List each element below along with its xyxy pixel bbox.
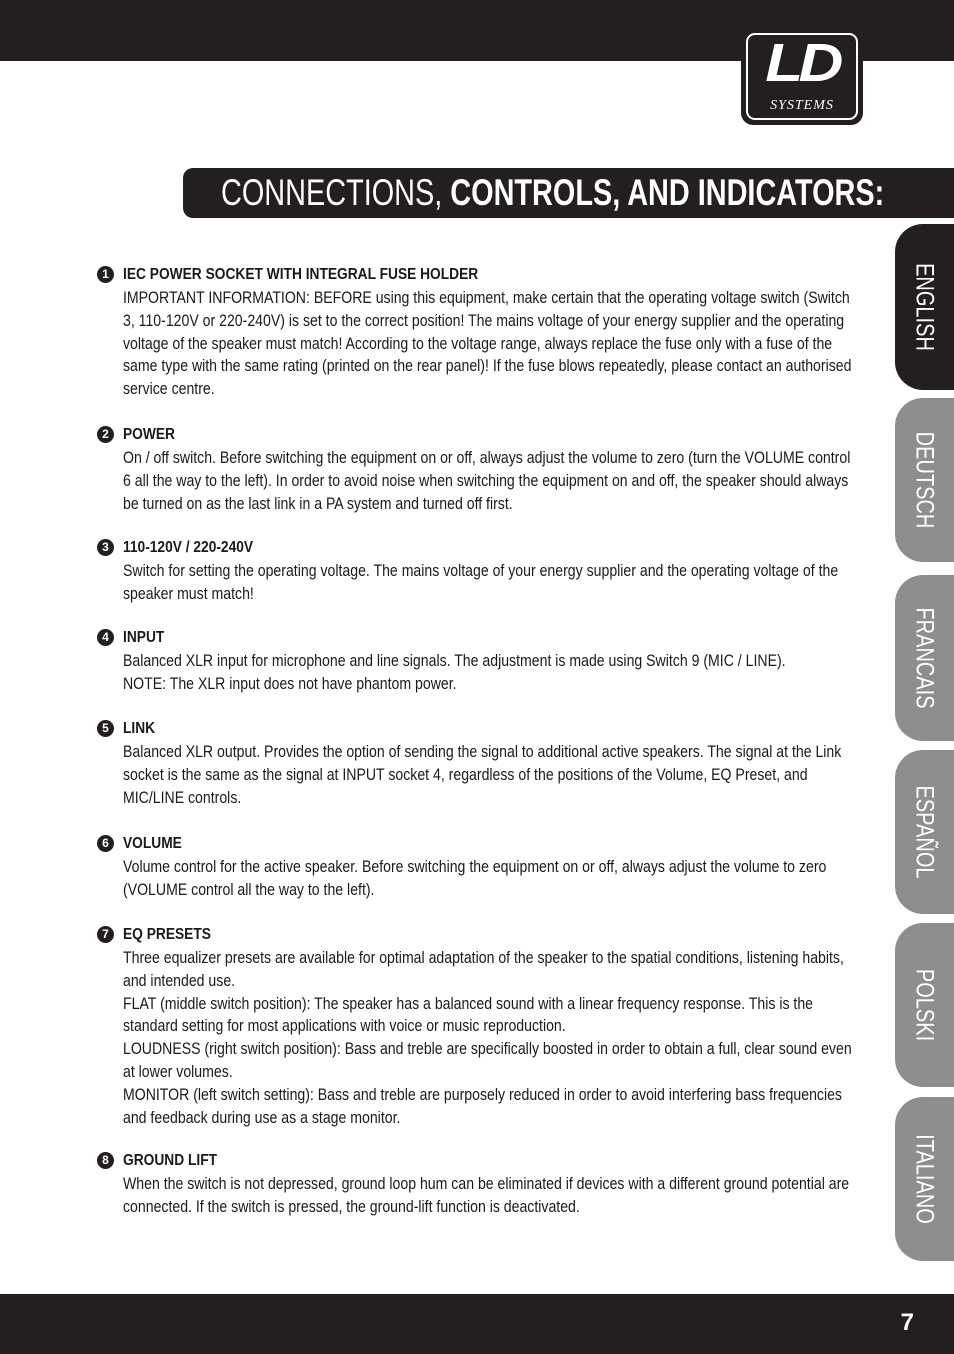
item-paragraph: MONITOR (left switch setting): Bass and treble are purposely reduced in order to avoid interfering bass frequencies and feedback during use as a stage monitor. xyxy=(123,1085,842,1127)
item-paragraph: FLAT (middle switch position): The speaker has a balanced sound with a linear frequency response. This is the standard setting for most applications with voice or music reproduction. xyxy=(123,994,814,1036)
item-paragraph: On / off switch. Before switching the equipment on or off, always adjust the volume to zero (turn the VOLUME control 6 all the way to the left). In order to avoid noise when switching the equipment on and off, the speaker should always be turned on as the last link in a PA system and turned off first. xyxy=(123,449,851,513)
item-paragraph: LOUDNESS (right switch position): Bass and treble are specifically boosted in order to obtain a full, clear sound even at lower volumes. xyxy=(123,1040,852,1081)
item-number-badge: 7 xyxy=(97,926,114,943)
item-number-badge: 3 xyxy=(97,539,114,556)
item-number-badge: 1 xyxy=(97,266,114,283)
section-title-bold: CONTROLS, AND INDICATORS: xyxy=(450,172,885,213)
item-paragraph: Three equalizer presets are available for optimal adaptation of the speaker to the spatial conditions, listening habits, and intended use. xyxy=(123,949,844,990)
item-number-badge: 5 xyxy=(97,720,114,737)
item-description xyxy=(123,287,854,401)
item-title: INPUT xyxy=(123,629,165,646)
item-description xyxy=(123,650,854,696)
item-paragraph: Balanced XLR output. Provides the option of sending the signal to additional active speakers. The signal at the Link socket is the same as the signal at INPUT socket 4, regardless of the positions of the Volume, EQ Preset, and MIC/LINE controls. xyxy=(123,743,842,807)
item-paragraph: Balanced XLR input for microphone and line signals. The adjustment is made using Switch 9 (MIC / LINE). xyxy=(123,652,786,670)
item-paragraph: IMPORTANT INFORMATION: BEFORE using this equipment, make certain that the operating voltage switch (Switch 3, 110-120V or 220-240V) is set to the correct position! The mains voltage of your energy supplier and the operating voltage of the speaker must match! According to the voltage range, always replace the fuse only with a fuse of the same type with the same rating (printed on the rear panel)! If the fuse blows repeatedly, please contact an authorised service centre. xyxy=(123,289,852,399)
item-description xyxy=(123,560,854,606)
tab-label: FRANCAIS xyxy=(910,607,939,709)
item-paragraph: Switch for setting the operating voltage. The mains voltage of your energy supplier and the operating voltage of the speaker must match! xyxy=(123,562,839,603)
item-paragraph: NOTE: The XLR input does not have phantom power. xyxy=(123,674,457,693)
list-item xyxy=(97,424,954,515)
tab-label: DEUTSCH xyxy=(910,431,939,529)
list-item xyxy=(97,537,954,606)
list-item xyxy=(97,718,954,809)
tab-label: ENGLISH xyxy=(910,263,939,351)
item-number-badge: 8 xyxy=(97,1152,114,1169)
item-title: IEC POWER SOCKET WITH INTEGRAL FUSE HOLDER xyxy=(123,266,479,283)
item-description xyxy=(123,447,854,515)
section-title xyxy=(221,172,884,214)
list-item xyxy=(97,833,954,902)
item-number-badge: 2 xyxy=(97,426,114,443)
item-title: LINK xyxy=(123,720,156,737)
list-item xyxy=(97,924,954,1129)
item-description xyxy=(123,947,854,1129)
item-title: POWER xyxy=(123,426,175,443)
item-paragraph: When the switch is not depressed, ground loop hum can be eliminated if devices with a different ground potential are connected. If the switch is pressed, the ground-lift function is deactivated. xyxy=(123,1175,850,1216)
logo-mark: LD xyxy=(765,33,839,93)
item-number-badge: 6 xyxy=(97,835,114,852)
list-item xyxy=(97,1150,954,1219)
page-number: 7 xyxy=(900,1309,914,1336)
item-number-badge: 4 xyxy=(97,629,114,646)
list-item xyxy=(97,264,954,401)
logo-subtitle: SYSTEMS xyxy=(770,98,834,113)
ld-systems-logo xyxy=(741,28,863,125)
section-title-bar xyxy=(183,168,954,218)
bottom-bar xyxy=(0,1294,954,1354)
tab-label: ITALIANO xyxy=(910,1134,939,1224)
item-description xyxy=(123,741,854,809)
item-paragraph: Volume control for the active speaker. Before switching the equipment on or off, always adjust the volume to zero (VOLUME control all the way to the left). xyxy=(123,858,827,899)
tab-label: POLSKI xyxy=(910,968,939,1042)
list-item xyxy=(97,627,954,696)
item-title: GROUND LIFT xyxy=(123,1152,218,1169)
item-description xyxy=(123,856,854,902)
item-title: EQ PRESETS xyxy=(123,926,211,943)
tab-label: ESPAÑOL xyxy=(910,785,939,879)
item-title: VOLUME xyxy=(123,835,182,852)
section-title-light: CONNECTIONS, xyxy=(221,172,451,213)
item-title: 110-120V / 220-240V xyxy=(123,539,254,556)
item-description xyxy=(123,1173,854,1219)
